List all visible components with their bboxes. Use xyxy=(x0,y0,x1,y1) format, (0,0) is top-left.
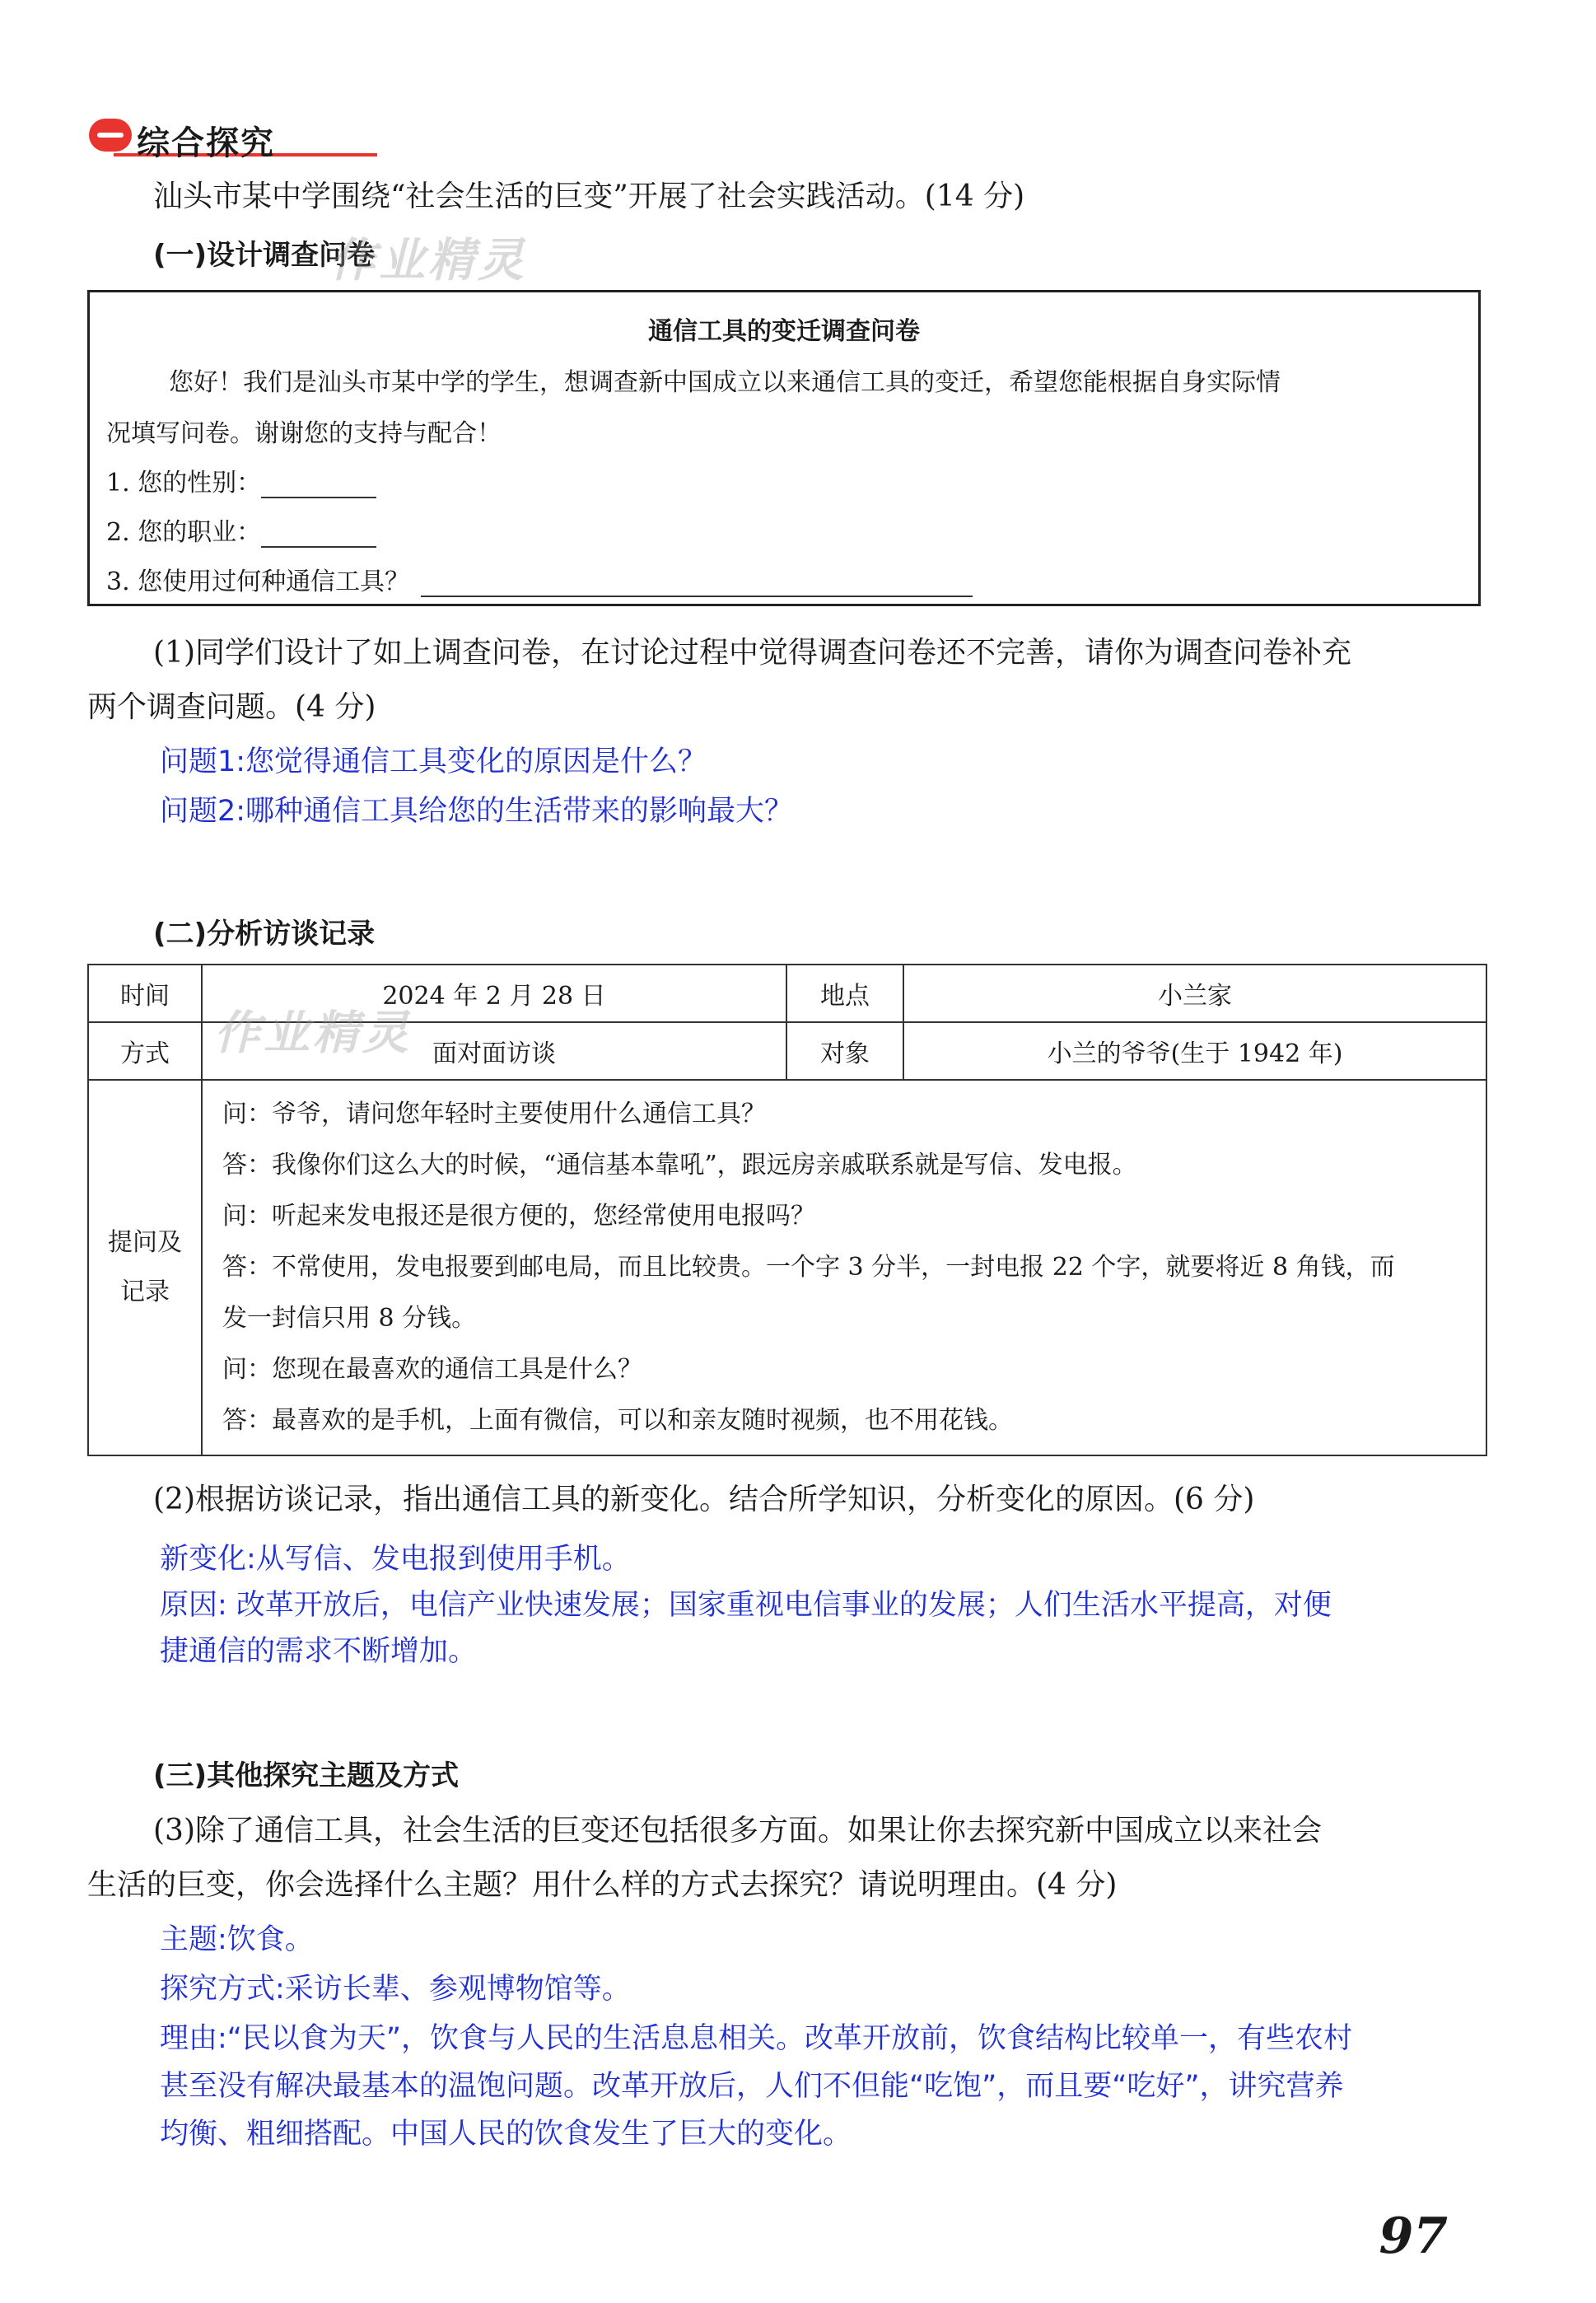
target-label: 对象 xyxy=(786,1022,903,1080)
record-label xyxy=(88,1080,202,1455)
part3-title: (三)其他探究主题及方式 xyxy=(153,1759,460,1792)
record-line: 答：最喜欢的是手机，上面有微信，可以和亲友随时视频，也不用花钱。 xyxy=(222,1406,1013,1435)
method-label: 方式 xyxy=(88,1022,202,1080)
question3-line2: 生活的巨变，你会选择什么主题？用什么样的方式去探究？请说明理由。(4 分) xyxy=(87,1868,1118,1902)
answer3-reason-line3: 均衡、粗细搭配。中国人民的饮食发生了巨大的变化。 xyxy=(160,2118,852,2151)
record-line: 问：听起来发电报还是很方便的，您经常使用电报吗？ xyxy=(222,1202,815,1231)
answer3-theme: 主题:饮食。 xyxy=(160,1923,314,1956)
answer3-reason-line2: 甚至没有解决最基本的温饱问题。改革开放后，人们不但能“吃饱”，而且要“吃好”，讲究营养 xyxy=(160,2070,1344,2103)
question1-line1: (1)同学们设计了如上调查问卷，在讨论过程中觉得调查问卷还不完善，请你为调查问卷补充 xyxy=(153,636,1351,670)
target-value: 小兰的爷爷(生于 1942 年) xyxy=(903,1022,1486,1080)
record-line: 答：不常使用，发电报要到邮电局，而且比较贵。一个字 3 分半，一封电报 22 个字，就要将近 8 角钱，而 xyxy=(222,1253,1395,1282)
questionnaire-q1 xyxy=(106,462,376,498)
intro-text: 汕头市某中学围绕“社会生活的巨变”开展了社会实践活动。(14 分) xyxy=(153,180,1025,213)
answer3-reason-line1: 理由:“民以食为天”，饮食与人民的生活息息相关。改革开放前，饮食结构比较单一，有些农村 xyxy=(160,2022,1353,2055)
questionnaire-q1-label: 1. 您的性别： xyxy=(106,469,262,498)
questionnaire-q2-blank xyxy=(261,521,376,548)
record-line: 问：您现在最喜欢的通信工具是什么？ xyxy=(222,1355,642,1384)
record-content xyxy=(202,1080,1486,1455)
questionnaire-q3-label: 3. 您使用过何种通信工具？ xyxy=(106,568,410,596)
section-header xyxy=(89,114,295,162)
questionnaire-q2-label: 2. 您的职业： xyxy=(106,518,262,547)
questionnaire-q2 xyxy=(106,512,376,548)
place-value: 小兰家 xyxy=(903,965,1486,1022)
method-value: 面对面访谈 xyxy=(202,1022,786,1080)
question2: (2)根据访谈记录，指出通信工具的新变化。结合所学知识，分析变化的原因。(6 分) xyxy=(153,1483,1255,1516)
questionnaire-q3 xyxy=(106,561,973,597)
questionnaire-title: 通信工具的变迁调查问卷 xyxy=(648,317,920,346)
answer1-q1: 问题1:您觉得通信工具变化的原因是什么？ xyxy=(160,745,707,778)
time-value: 2024 年 2 月 28 日 xyxy=(202,965,786,1022)
table-row xyxy=(88,1080,1486,1455)
record-label-line2: 记录 xyxy=(120,1278,170,1306)
answer2-reason-line2: 捷通信的需求不断增加。 xyxy=(160,1635,478,1668)
part2-title: (二)分析访谈记录 xyxy=(153,918,376,951)
questionnaire-q3-blank xyxy=(421,571,973,597)
answer1-q2: 问题2:哪种通信工具给您的生活带来的影响最大？ xyxy=(160,795,794,828)
questionnaire-box xyxy=(87,290,1481,606)
answer2-change: 新变化:从写信、发电报到使用手机。 xyxy=(160,1543,631,1576)
watermark: 作业精灵 xyxy=(214,1007,412,1060)
part1-title: (一)设计调查问卷 xyxy=(153,239,376,272)
record-line: 答：我像你们这么大的时候，“通信基本靠吼”，跟远房亲戚联系就是写信、发电报。 xyxy=(222,1151,1137,1180)
time-label: 时间 xyxy=(88,965,202,1022)
record-line: 发一封信只用 8 分钱。 xyxy=(222,1304,477,1333)
section-title: 综合探究 xyxy=(137,124,275,162)
watermark: 作业精灵 xyxy=(329,234,527,287)
questionnaire-greeting-line2: 况填写问卷。谢谢您的支持与配合！ xyxy=(106,419,502,448)
answer3-method: 探究方式:采访长辈、参观博物馆等。 xyxy=(160,1973,631,2006)
record-line: 问：爷爷，请问您年轻时主要使用什么通信工具？ xyxy=(222,1100,766,1128)
question3-line1: (3)除了通信工具，社会生活的巨变还包括很多方面。如果让你去探究新中国成立以来社会 xyxy=(153,1814,1322,1848)
place-label: 地点 xyxy=(786,965,903,1022)
answer2-reason-line1: 原因: 改革开放后，电信产业快速发展；国家重视电信事业的发展；人们生活水平提高，对便 xyxy=(160,1589,1332,1622)
section-marker-icon xyxy=(89,119,132,152)
questionnaire-q1-blank xyxy=(261,472,376,498)
page-number: 97 xyxy=(1379,2207,1448,2265)
question1-line2: 两个调查问题。(4 分) xyxy=(87,690,376,724)
questionnaire-greeting-line1: 您好！我们是汕头市某中学的学生，想调查新中国成立以来通信工具的变迁，希望您能根据自身实际情 xyxy=(169,368,1281,397)
record-label-line1: 提问及 xyxy=(108,1228,182,1257)
